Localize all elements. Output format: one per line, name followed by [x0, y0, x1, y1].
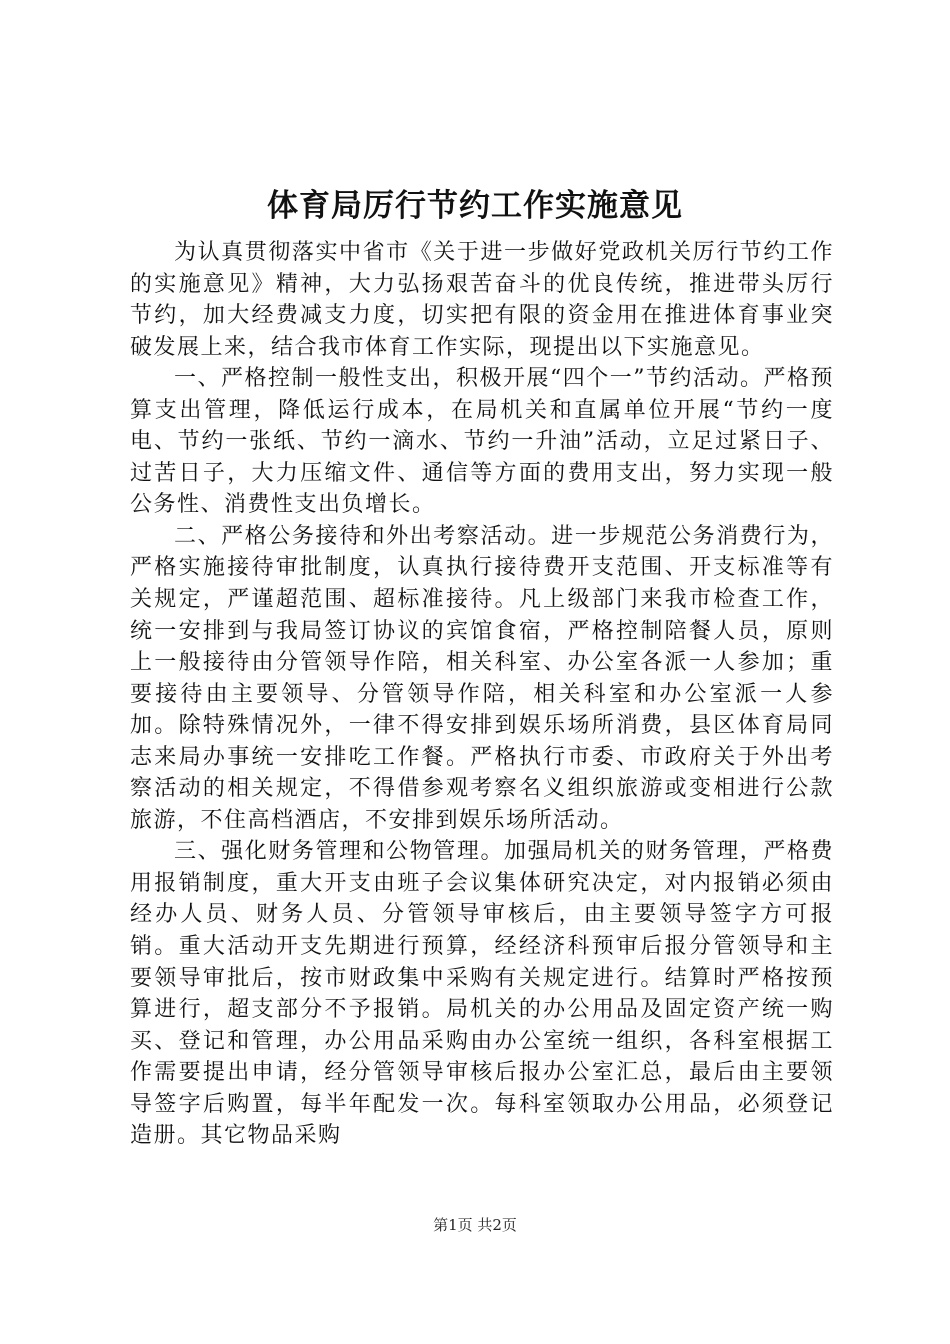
- paragraph-section-3: 三、强化财务管理和公物管理。加强局机关的财务管理，严格费用报销制度，重大开支由班子会议集体研究决定，对内报销必须由经办人员、财务人员、分管领导审核后，由主要领导签字方可报销。重大活动开支先期进行预算，经经济科预审后报分管领导和主要领导审批后，按市财政集中采购有关规定进行。结算时严格按预算进行，超支部分不予报销。局机关的办公用品及固定资产统一购买、登记和管理，办公用品采购由办公室统一组织，各科室根据工作需要提出申请，经分管领导审核后报办公室汇总，最后由主要领导签字后购置，每半年配发一次。每科室领取办公用品，必须登记造册。其它物品采购: [130, 839, 834, 1149]
- page-number-footer: 第1页 共2页: [433, 1216, 517, 1234]
- paragraph-intro: 为认真贯彻落实中省市《关于进一步做好党政机关厉行节约工作的实施意见》精神，大力弘扬艰苦奋斗的优良传统，推进带头厉行节约，加大经费减支力度，切实把有限的资金用在推进体育事业突破发展上来，结合我市体育工作实际，现提出以下实施意见。: [130, 240, 834, 360]
- paragraph-section-2: 二、严格公务接待和外出考察活动。进一步规范公务消费行为，严格实施接待审批制度，认真执行接待费开支范围、开支标准等有关规定，严谨超范围、超标准接待。凡上级部门来我市检查工作，统一安排到与我局签订协议的宾馆食宿，严格控制陪餐人员，原则上一般接待由分管领导作陪，相关科室、办公室各派一人参加；重要接待由主要领导、分管领导作陪，相关科室和办公室派一人参加。除特殊情况外，一律不得安排到娱乐场所消费，县区体育局同志来局办事统一安排吃工作餐。严格执行市委、市政府关于外出考察活动的相关规定，不得借参观考察名义组织旅游或变相进行公款旅游，不住高档酒店，不安排到娱乐场所活动。: [130, 523, 834, 833]
- document-body: [130, 237, 834, 1152]
- document-title: 体育局厉行节约工作实施意见: [267, 188, 683, 224]
- paragraph-section-1: 一、严格控制一般性支出，积极开展“四个一”节约活动。严格预算支出管理，降低运行成本，在局机关和直属单位开展“节约一度电、节约一张纸、节约一滴水、节约一升油”活动，立足过紧日子、过苦日子，大力压缩文件、通信等方面的费用支出，努力实现一般公务性、消费性支出负增长。: [130, 366, 834, 518]
